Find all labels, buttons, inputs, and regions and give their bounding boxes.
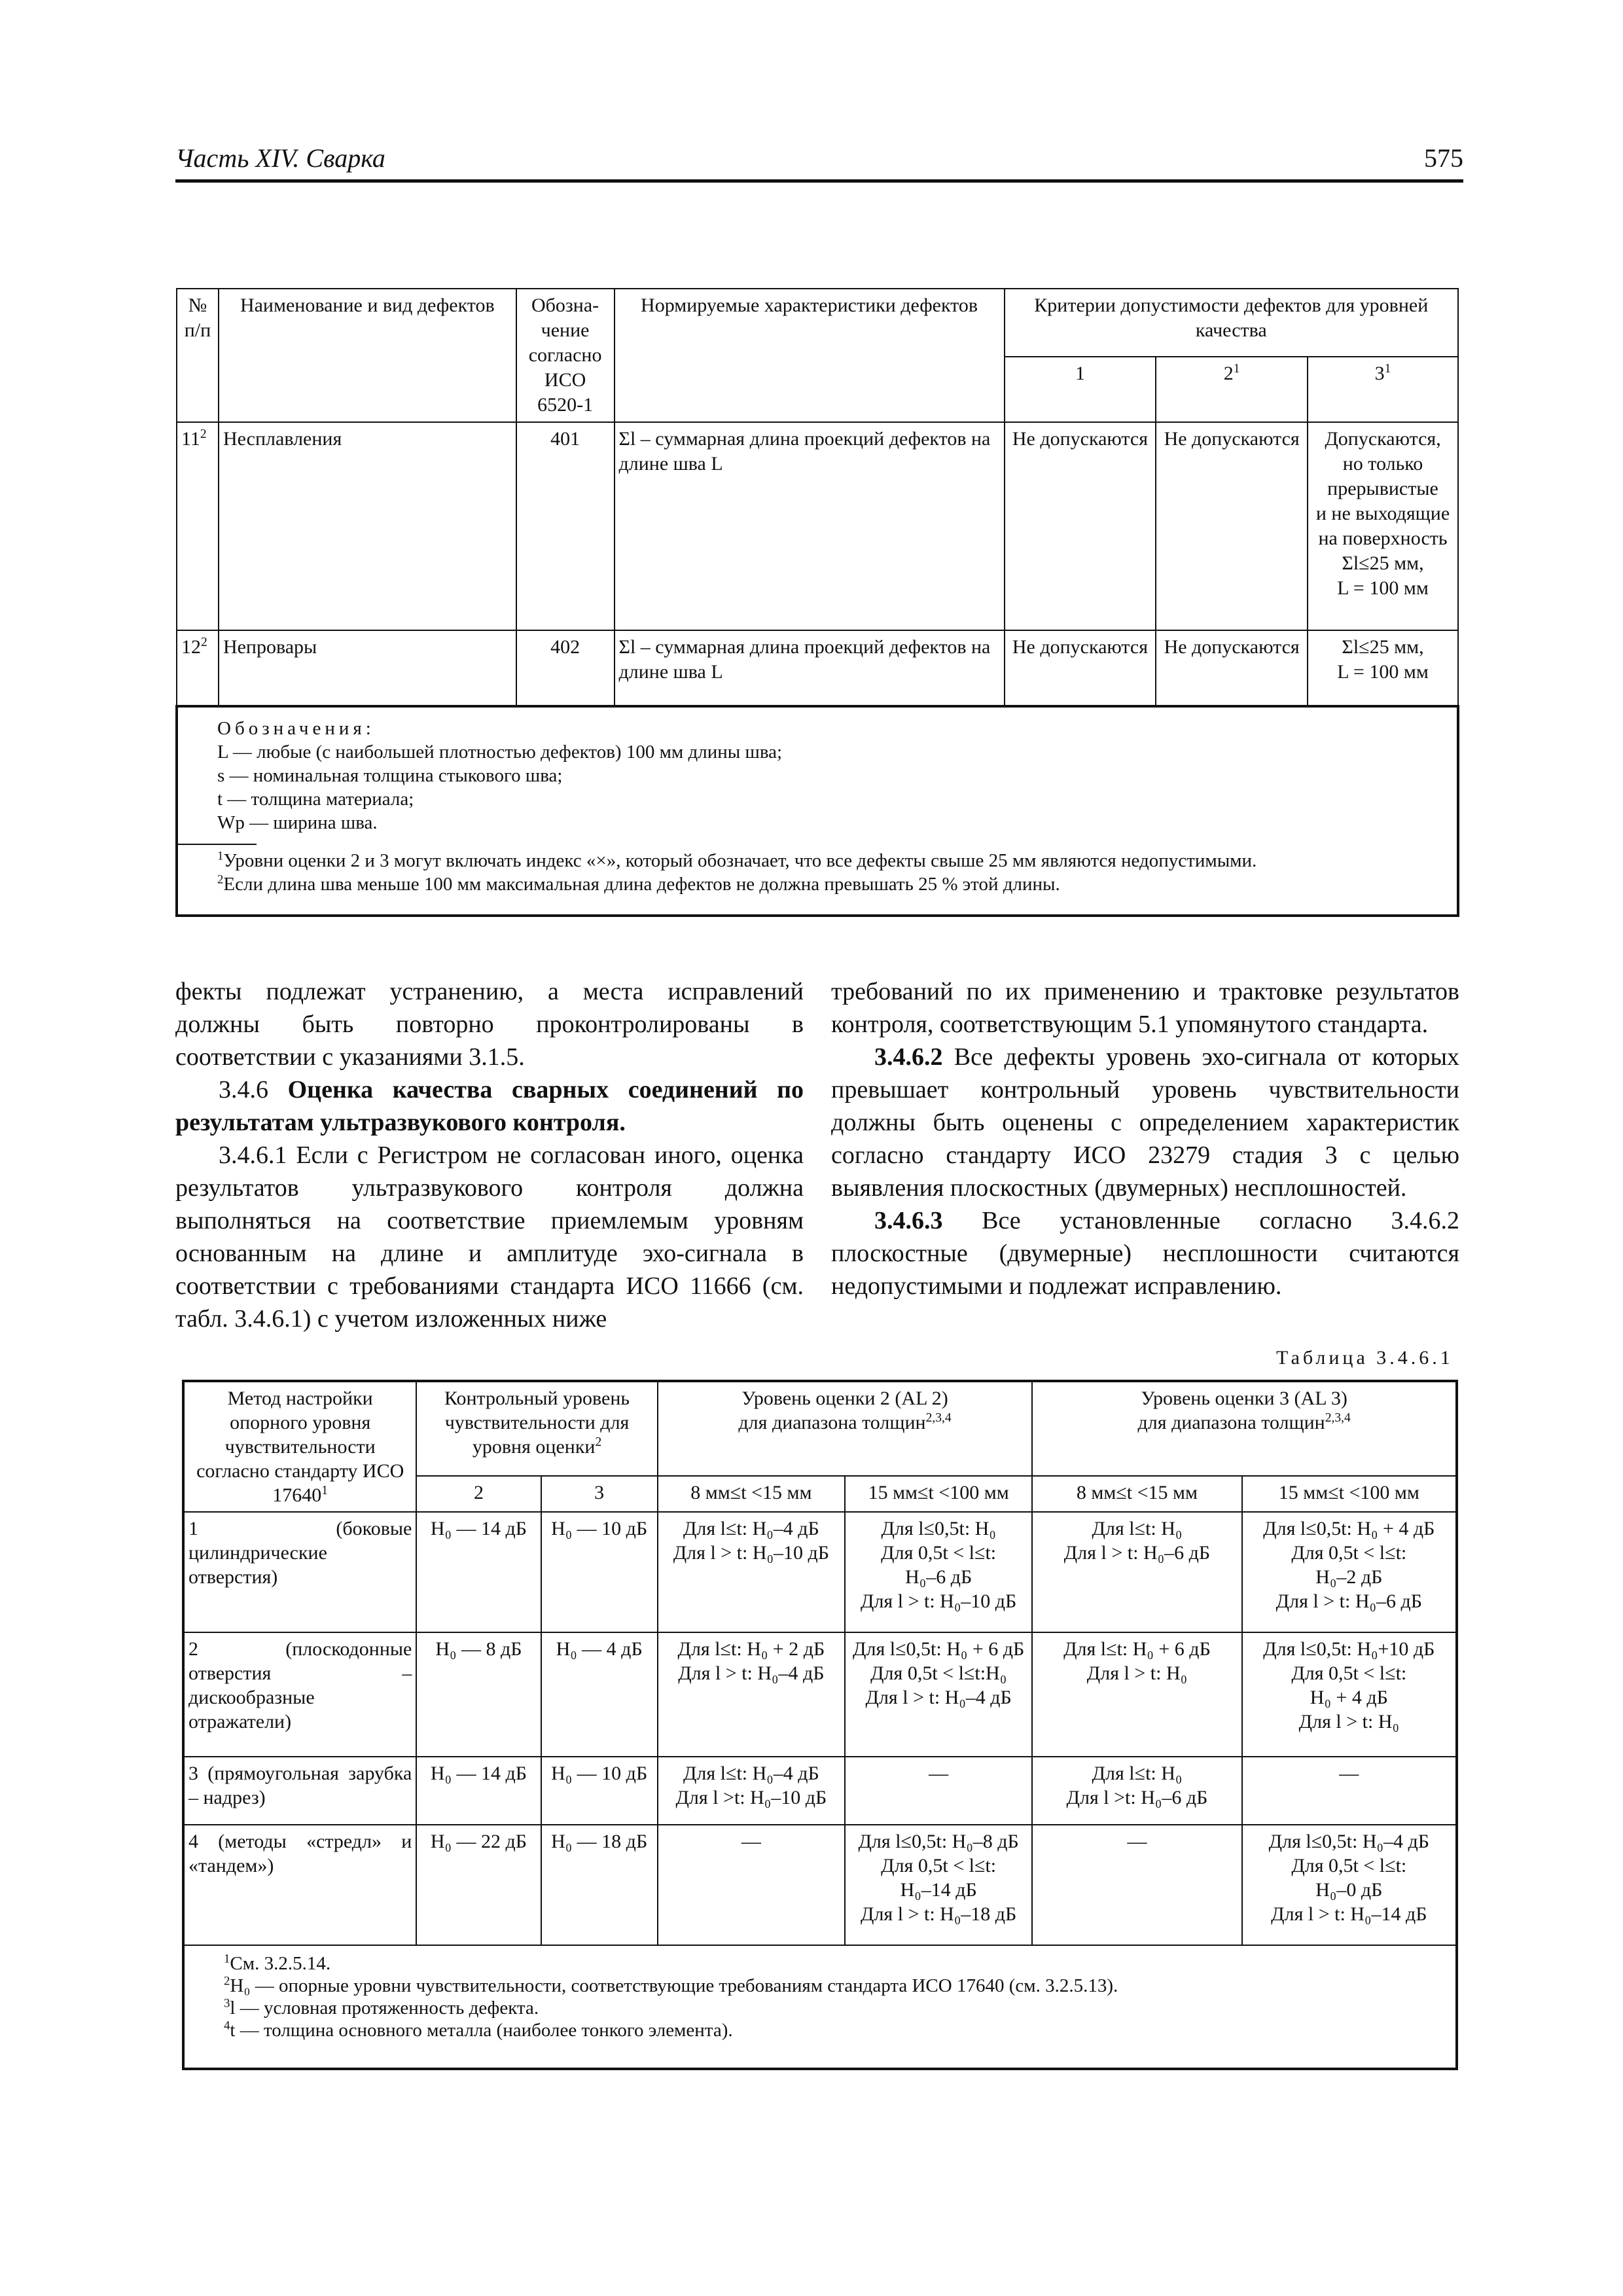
footnote: $^4$t — толщина основного металла (наиболее тонкого элемента). <box>224 2018 733 2041</box>
paragraph: фекты подлежат устранению, а места исправлений должны быть повторно проконтролированы в соответствии с указаниями 3.1.5. <box>175 978 804 1071</box>
row-level-2: Не допускаются <box>1156 630 1308 706</box>
row-al3-thin: Для l≤t: H₀ + 6 дБ Для l > t: H₀ <box>1032 1632 1241 1757</box>
table-caption: Таблица 3.4.6.1 <box>1276 1347 1454 1369</box>
row-al2-thin: — <box>658 1825 845 1945</box>
text-column-left <box>175 975 804 1335</box>
col-char: Нормируемые характеристики дефектов <box>615 289 1005 422</box>
col-method: Метод настройки опорного уровня чувствительности согласно стандарту ИСО 17640$^1$ <box>183 1381 416 1512</box>
row-char: Σl – суммарная длина проекций дефектов на длине шва L <box>615 422 1005 630</box>
footnote-rule <box>178 844 257 845</box>
table-row <box>177 630 1458 706</box>
row-al3-thin: Для l≤t: H₀ Для l >t: H₀–6 дБ <box>1032 1757 1241 1825</box>
row-c2: H₀ — 14 дБ <box>416 1512 541 1632</box>
col-range: 15 мм≤t <100 мм <box>845 1476 1032 1512</box>
row-level-1: Не допускаются <box>1005 422 1156 630</box>
row-name: Несплавления <box>219 422 516 630</box>
row-al2-thick: Для l≤0,5t: H₀ + 6 дБ Для 0,5t < l≤t:H₀ Для l > t: H₀–4 дБ <box>845 1632 1032 1757</box>
row-code: 401 <box>516 422 615 630</box>
table-row <box>183 1632 1457 1757</box>
row-c2: H₀ — 8 дБ <box>416 1632 541 1757</box>
footnote: $^2$H₀ — опорные уровни чувствительности, соответствующие требованиям стандарта ИСО 17640 (см. 3.2.5.13). <box>224 1974 1118 1996</box>
text-column-right <box>831 975 1459 1302</box>
note-line: L — любые (с наибольшей плотностью дефектов) 100 мм длины шва; <box>217 742 783 762</box>
row-al2-thin: Для l≤t: H₀–4 дБ Для l >t: H₀–10 дБ <box>658 1757 845 1825</box>
col-al3: Уровень оценки 3 (AL 3) для диапазона толщин$^{2,3,4}$ <box>1032 1381 1457 1476</box>
paragraph: 3.4.6.1 Если с Регистром не согласован иного, оценка результатов ультразвукового контроля должна выполняться на соответствие приемлемым уровням основанным на длине и амплитуде эхо-сигнала в соответствии с требованиями стандарта ИСО 11666 (см. табл. 3.4.6.1) с учетом изложенных ниже <box>175 1141 804 1333</box>
row-code: 402 <box>516 630 615 706</box>
table2-footnotes <box>183 1945 1457 2069</box>
notes-title: Обозначения: <box>217 718 375 739</box>
col-range: 15 мм≤t <100 мм <box>1242 1476 1457 1512</box>
row-c3: H₀ — 18 дБ <box>541 1825 658 1945</box>
footnote: $^3$l — условная протяженность дефекта. <box>224 1996 539 2018</box>
table-row <box>183 1757 1457 1825</box>
table1-notes <box>177 706 1458 916</box>
row-level-3: Σl≤25 мм, L = 100 мм <box>1308 630 1458 706</box>
row-al2-thick: Для l≤0,5t: H₀–8 дБ Для 0,5t < l≤t: H₀–14 дБ Для l > t: H₀–18 дБ <box>845 1825 1032 1945</box>
col-code: Обозна- чение согласно ИСО 6520-1 <box>516 289 615 422</box>
col-name: Наименование и вид дефектов <box>219 289 516 422</box>
row-al2-thin: Для l≤t: H₀–4 дБ Для l > t: H₀–10 дБ <box>658 1512 845 1632</box>
table-row <box>183 1512 1457 1632</box>
row-al2-thin: Для l≤t: H₀ + 2 дБ Для l > t: H₀–4 дБ <box>658 1632 845 1757</box>
row-al3-thick: — <box>1242 1757 1457 1825</box>
table-row <box>177 422 1458 630</box>
row-al3-thin: — <box>1032 1825 1241 1945</box>
page-number: 575 <box>1424 143 1463 173</box>
row-c2: H₀ — 22 дБ <box>416 1825 541 1945</box>
row-level-2: Не допускаются <box>1156 422 1308 630</box>
col-control-level: Контрольный уровень чувствительности для уровня оценки$^2$ <box>416 1381 657 1476</box>
row-num: $12^2$ <box>177 630 219 706</box>
ultrasonic-levels-table <box>182 1380 1458 2070</box>
defects-table <box>175 288 1459 917</box>
row-char: Σl – суммарная длина проекций дефектов на длине шва L <box>615 630 1005 706</box>
col-range: 8 мм≤t <15 мм <box>1032 1476 1241 1512</box>
page-header <box>175 143 1463 183</box>
footnote: $^2$Если длина шва меньше 100 мм максимальная длина дефектов не должна превышать 25 % этой длины. <box>217 872 1060 895</box>
section-title: Часть XIV. Сварка <box>175 143 385 173</box>
row-num: $11^2$ <box>177 422 219 630</box>
row-level-3: Допускаются, но только прерывистые и не выходящие на поверхность Σl≤25 мм, L = 100 мм <box>1308 422 1458 630</box>
col-level-3: $3^1$ <box>1308 357 1458 422</box>
row-method: 3 (прямоугольная зарубка – надрез) <box>183 1757 416 1825</box>
row-al2-thick: — <box>845 1757 1032 1825</box>
row-c3: H₀ — 10 дБ <box>541 1512 658 1632</box>
col-criteria: Критерии допустимости дефектов для уровней качества <box>1005 289 1458 357</box>
row-al3-thick: Для l≤0,5t: H₀ + 4 дБ Для 0,5t < l≤t: H₀–2 дБ Для l > t: H₀–6 дБ <box>1242 1512 1457 1632</box>
row-c3: H₀ — 10 дБ <box>541 1757 658 1825</box>
row-al3-thick: Для l≤0,5t: H₀–4 дБ Для 0,5t < l≤t: H₀–0 дБ Для l > t: H₀–14 дБ <box>1242 1825 1457 1945</box>
note-line: s — номинальная толщина стыкового шва; <box>217 765 563 786</box>
paragraph: 3.4.6.2 Все дефекты уровень эхо-сигнала от которых превышает контрольный уровень чувствительности должны быть оценены с определением характеристик согласно стандарту ИСО 23279 стадия 3 с целью выявления плоскостных (двумерных) несплошностей. <box>831 1043 1459 1202</box>
col-level-2: 2 <box>416 1476 541 1512</box>
row-al2-thick: Для l≤0,5t: H₀ Для 0,5t < l≤t: H₀–6 дБ Для l > t: H₀–10 дБ <box>845 1512 1032 1632</box>
row-method: 2 (плоскодонные отверстия – дискообразные отражатели) <box>183 1632 416 1757</box>
col-range: 8 мм≤t <15 мм <box>658 1476 845 1512</box>
col-level-1: 1 <box>1005 357 1156 422</box>
note-line: Wp — ширина шва. <box>217 812 378 833</box>
row-level-1: Не допускаются <box>1005 630 1156 706</box>
row-method: 4 (методы «стредл» и «тандем») <box>183 1825 416 1945</box>
col-num: № п/п <box>177 289 219 422</box>
table-row <box>183 1825 1457 1945</box>
paragraph: 3.4.6.3 Все установленные согласно 3.4.6.2 плоскостные (двумерные) несплошности считаются недопустимыми и подлежат исправлению. <box>831 1207 1459 1300</box>
col-al2: Уровень оценки 2 (AL 2) для диапазона толщин$^{2,3,4}$ <box>658 1381 1033 1476</box>
footnote: $^1$См. 3.2.5.14. <box>224 1952 331 1974</box>
footnote: $^1$Уровни оценки 2 и 3 могут включать индекс «×», который обозначает, что все дефекты свыше 25 мм являются недопустимыми. <box>217 849 1257 871</box>
section-heading: 3.4.6 Оценка качества сварных соединений по результатам ультразвукового контроля. <box>175 1076 804 1136</box>
row-c3: H₀ — 4 дБ <box>541 1632 658 1757</box>
row-name: Непровары <box>219 630 516 706</box>
note-line: t — толщина материала; <box>217 789 414 810</box>
col-level-3: 3 <box>541 1476 658 1512</box>
row-al3-thick: Для l≤0,5t: H₀+10 дБ Для 0,5t < l≤t: H₀ + 4 дБ Для l > t: H₀ <box>1242 1632 1457 1757</box>
row-method: 1 (боковые цилиндрические отверстия) <box>183 1512 416 1632</box>
row-al3-thin: Для l≤t: H₀ Для l > t: H₀–6 дБ <box>1032 1512 1241 1632</box>
row-c2: H₀ — 14 дБ <box>416 1757 541 1825</box>
col-level-2: $2^1$ <box>1156 357 1308 422</box>
paragraph: требований по их применению и трактовке результатов контроля, соответствующим 5.1 упомянутого стандарта. <box>831 978 1459 1038</box>
